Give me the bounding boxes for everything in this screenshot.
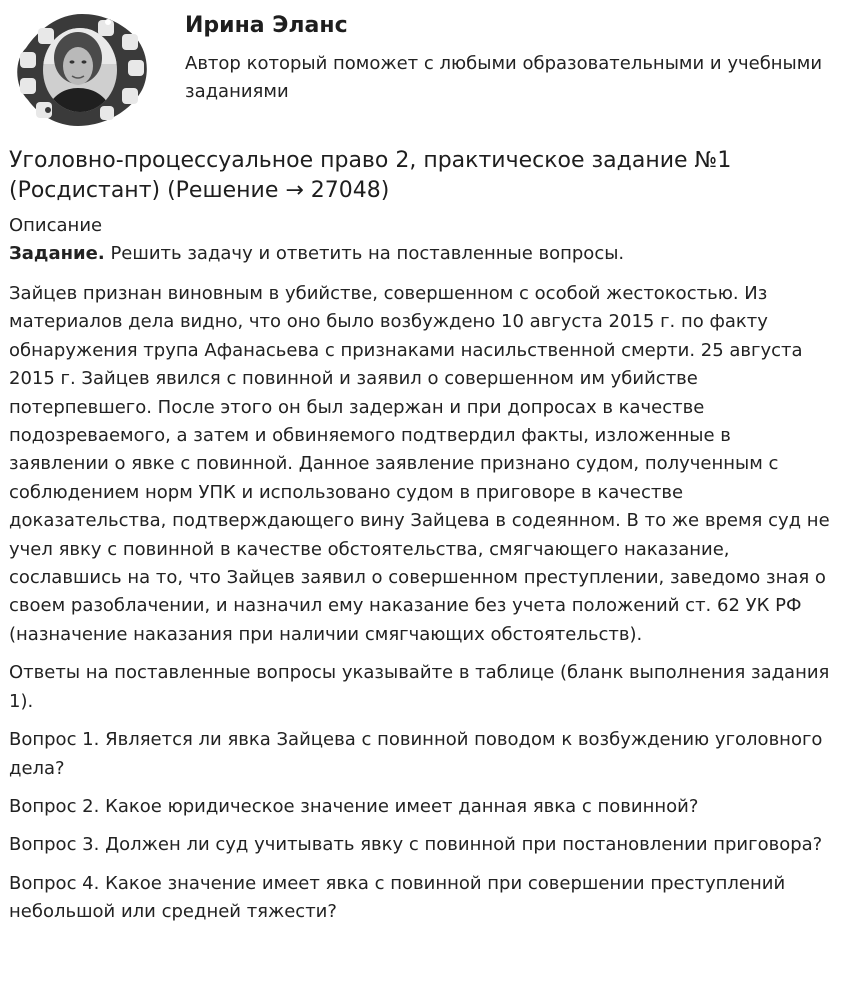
- document-title: Уголовно-процессуальное право 2, практическое задание №1 (Росдистант) (Решение → 27048): [9, 148, 732, 203]
- task-text: Решить задачу и ответить на поставленные вопросы.: [104, 243, 625, 264]
- answers-note: Ответы на поставленные вопросы указывайте в таблице (бланк выполнения задания 1).: [9, 662, 830, 712]
- description-label: Описание: [9, 215, 103, 236]
- task-line: [9, 240, 834, 268]
- author-description: Автор который поможет с любыми образовательными и учебными заданиями: [185, 53, 823, 102]
- question-3: Вопрос 3. Должен ли суд учитывать явку с повинной при постановлении приговора?: [9, 834, 823, 856]
- document-content: [9, 146, 834, 927]
- question-2: Вопрос 2. Какое юридическое значение имеет данная явка с повинной?: [9, 795, 699, 817]
- question-4: Вопрос 4. Какое значение имеет явка с повинной при совершении преступлений небольшой или средней тяжести?: [9, 872, 786, 923]
- task-label: Задание.: [9, 243, 105, 264]
- author-name[interactable]: Ирина Эланс: [185, 13, 348, 38]
- case-text: Зайцев признан виновным в убийстве, совершенном с особой жестокостью. Из материалов дела видно, что оно было возбуждено 10 августа 2015 г. по факту обнаружения трупа Афанасьева с признаками насильственной смерти. 25 августа 2015 г. Зайцев явился с повинной и заявил о совершенном им убийстве потерпевшего. После этого он был задержан и при допросах в качестве подозреваемого, а затем и обвиняемого подтвердил факты, изложенные в заявлении о явке с повинной. Данное заявление признано судом, полученным с соблюдением норм УПК и использовано судом в приговоре в качестве доказательства, подтверждающего вину Зайцева в содеянном. В то же время суд не учел явку с повинной в качестве обстоятельства, смягчающего наказание, сославшись на то, что Зайцев заявил о совершенном преступлении, заведомо зная о своем разоблачении, и назначил ему наказание без учета положений ст. 62 УК РФ (назначение наказания при наличии смягчающих обстоятельств).: [9, 283, 830, 645]
- question-1: Вопрос 1. Является ли явка Зайцева с повинной поводом к возбуждению уголовного дела?: [9, 729, 823, 779]
- author-avatar[interactable]: [8, 8, 152, 128]
- author-header: [0, 0, 847, 130]
